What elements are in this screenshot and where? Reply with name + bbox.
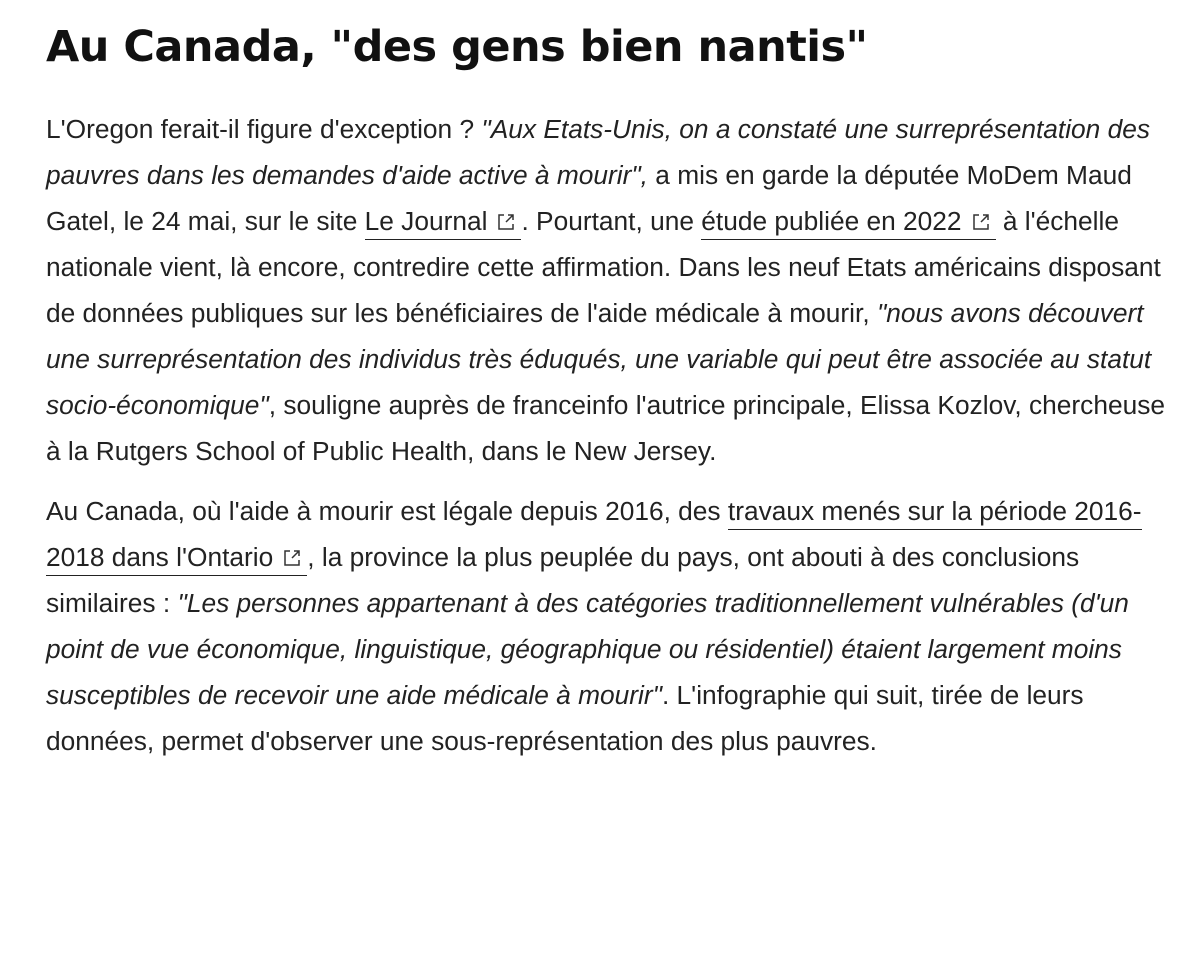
external-link-icon [972,213,990,231]
link-label: travaux menés sur la période 2016-2018 dans l'Ontario [46,496,1142,572]
external-link-icon [283,549,301,567]
link-etude-2022[interactable] [701,206,995,240]
quote: "Les personnes appartenant à des catégories traditionnellement vulnérables (d'un point de vue économique, linguistique, géographique ou résidentiel) étaient largement moins susceptibles de recevoir une aide médicale à mourir" [46,588,1129,710]
text: L'Oregon ferait-il figure d'exception ? [46,114,482,144]
quote: "nous avons découvert une surreprésentation des individus très éduqués, une variable qui peut être associée au statut socio-économique" [46,298,1152,420]
external-link-icon [497,213,515,231]
text: . L'infographie qui suit, tirée de leurs données, permet d'observer une sous-représentation des plus pauvres. [46,680,1084,756]
section-heading: Au Canada, "des gens bien nantis" [46,22,868,72]
text: Au Canada, où l'aide à mourir est légale depuis 2016, des [46,496,728,526]
paragraph-2 [46,488,1171,764]
text: . Pourtant, une [521,206,702,236]
text: , souligne auprès de franceinfo l'autrice principale, Elissa Kozlov, chercheuse à la Rutgers School of Public Health, dans le New Jersey. [46,390,1165,466]
link-le-journal[interactable] [365,206,522,240]
quote: "Aux Etats-Unis, on a constaté une surreprésentation des pauvres dans les demandes d'aide active à mourir", [46,114,1151,190]
link-label: étude publiée en 2022 [701,206,962,236]
text: a mis en garde la députée MoDem Maud Gatel, le 24 mai, sur le site [46,160,1132,236]
paragraph-1 [46,106,1171,474]
text: à l'échelle nationale vient, là encore, contredire cette affirmation. Dans les neuf Etats américains disposant de données publiques sur les bénéficiaires de l'aide médicale à mourir, [46,206,1161,328]
text: , la province la plus peuplée du pays, ont abouti à des conclusions similaires : [46,542,1080,618]
link-label: Le Journal [364,206,488,236]
